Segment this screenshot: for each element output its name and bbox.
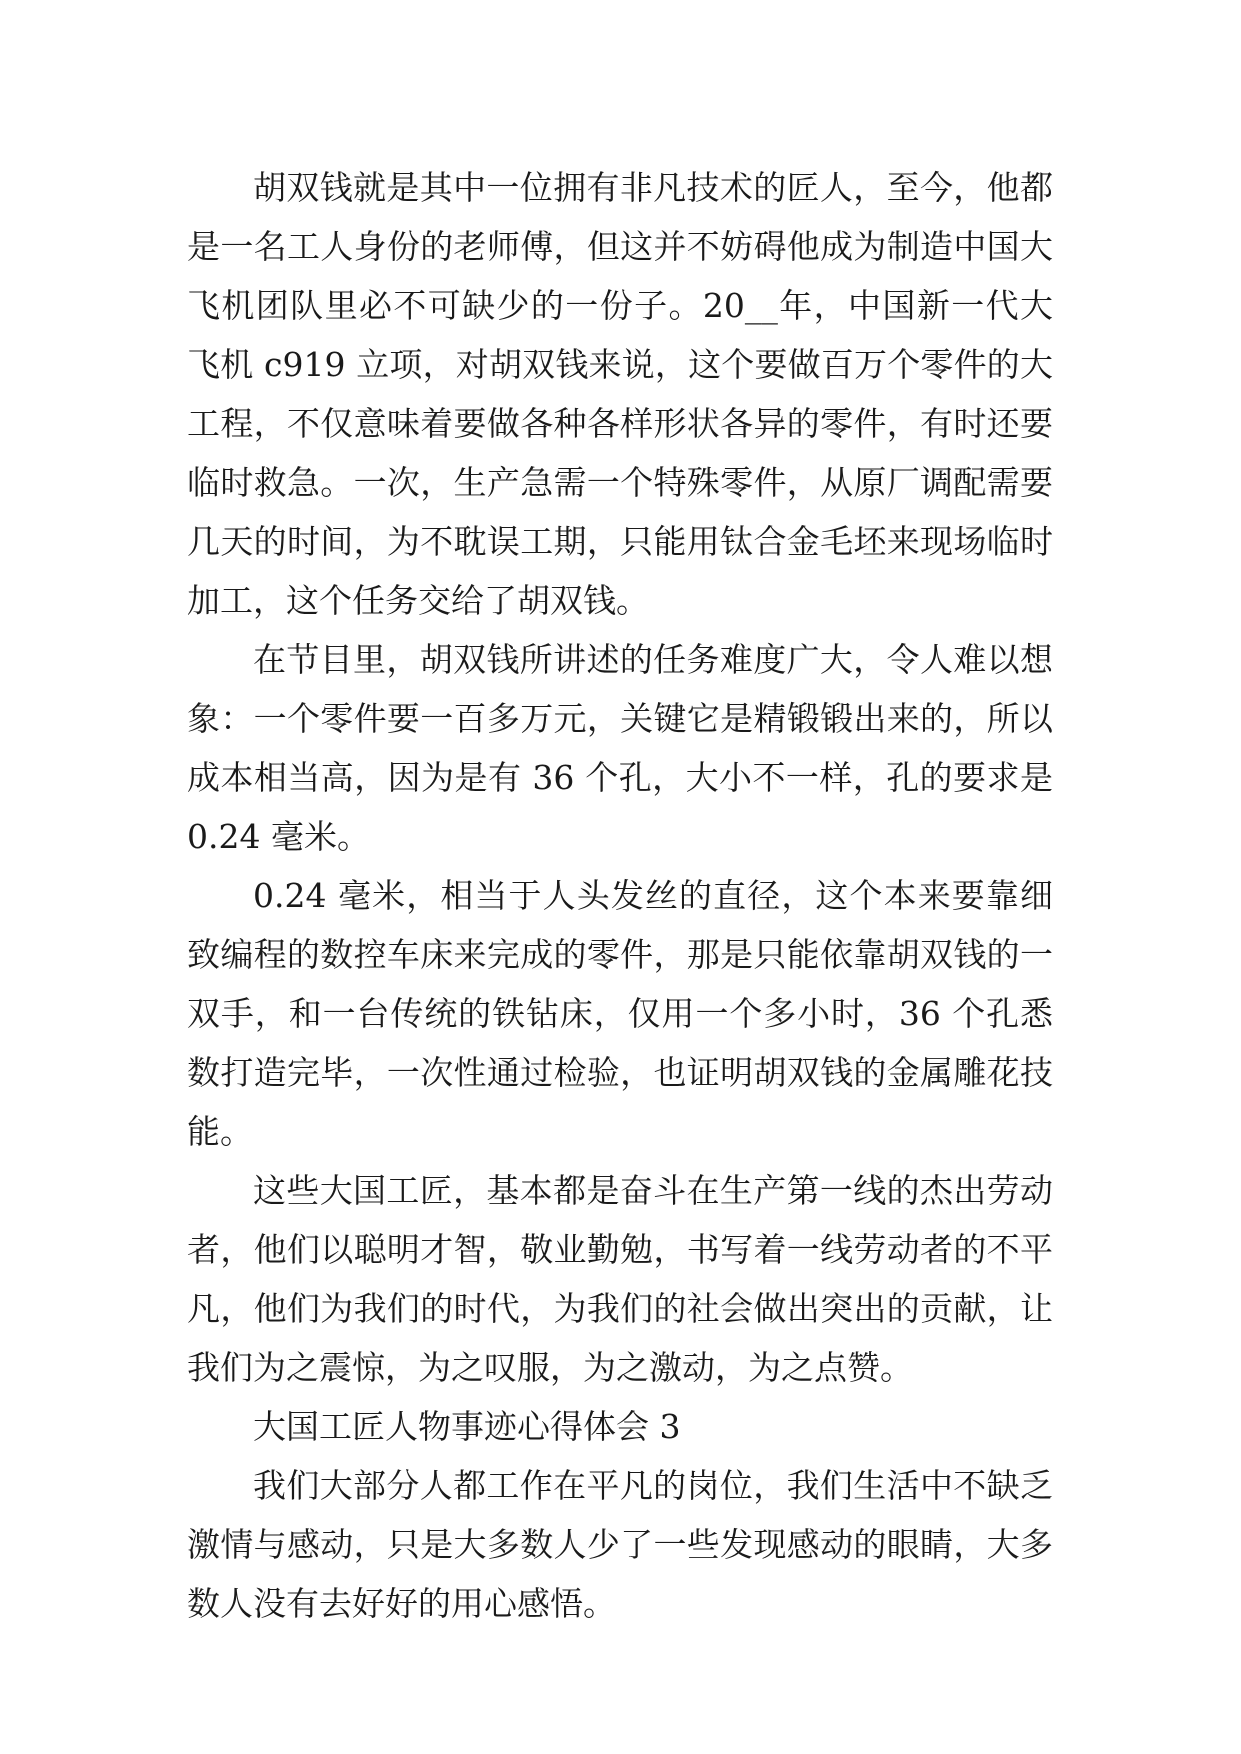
section-heading: 大国工匠人物事迹心得体会 3 [253,1407,681,1446]
paragraph-ordinary-posts: 我们大部分人都工作在平凡的岗位，我们生活中不缺乏激情与感动，只是大多数人少了一些发现感动的眼睛，大多数人没有去好好的用心感悟。 [187,1466,1053,1623]
paragraph-task-difficulty: 在节目里，胡双钱所讲述的任务难度广大，令人难以想象：一个零件要一百多万元，关键它是精锻锻出来的，所以成本相当高，因为是有 36 个孔，大小不一样，孔的要求是 0.24 毫米。 [187,640,1053,856]
paragraph-hu-shuangqian-intro: 胡双钱就是其中一位拥有非凡技术的匠人，至今，他都是一名工人身份的老师傅，但这并不妨碍他成为制造中国大飞机团队里必不可缺少的一份子。20__年，中国新一代大飞机 c919 立项，对胡双钱来说，这个要做百万个零件的大工程，不仅意味着要做各种各样形状各异的零件，有时还要临时救急。一次，生产急需一个特殊零件，从原厂调配需要几天的时间，为不耽误工期，只能用钛合金毛坯来现场临时加工，这个任务交给了胡双钱。 [187,168,1053,620]
paragraph-precision: 0.24 毫米，相当于人头发丝的直径，这个本来要靠细致编程的数控车床来完成的零件，那是只能依靠胡双钱的一双手，和一台传统的铁钻床，仅用一个多小时，36 个孔悉数打造完毕，一次性通过检验，也证明胡双钱的金属雕花技能。 [187,876,1053,1151]
document-body [187,158,1053,1633]
paragraph-craftsmen-summary: 这些大国工匠，基本都是奋斗在生产第一线的杰出劳动者，他们以聪明才智，敬业勤勉，书写着一线劳动者的不平凡，他们为我们的时代，为我们的社会做出突出的贡献，让我们为之震惊，为之叹服，为之激动，为之点赞。 [187,1171,1053,1387]
